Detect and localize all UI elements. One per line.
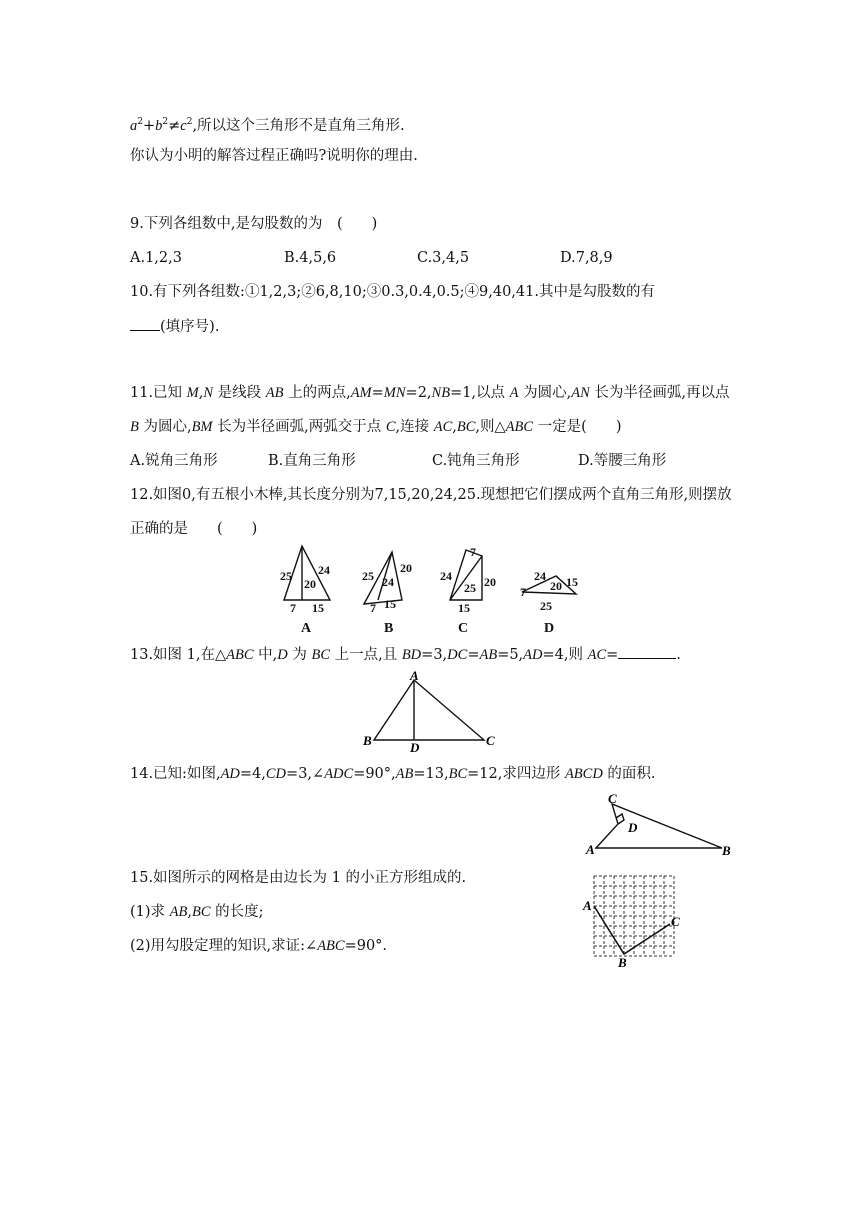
fig-d-label: D (544, 621, 555, 636)
var-c: c (180, 117, 187, 134)
q12-line1: 12.如图0,有五根小木棒,其长度分别为7,15,20,24,25.现想把它们摆成两个直角三角形,则摆放 (130, 487, 732, 503)
fig-c-num: 7 (470, 545, 476, 559)
q11-line2 (130, 417, 622, 437)
text: ,则△ (475, 419, 506, 435)
q13-triangle-figure (360, 668, 500, 754)
text: ,连接 (395, 419, 434, 435)
point-a-label: A (410, 668, 419, 683)
fig-a-label: A (301, 621, 312, 636)
text: 中, (253, 647, 278, 663)
fig-d-num: 7 (520, 585, 526, 599)
var: AB (395, 766, 414, 782)
q9-option-b: B.4,5,6 (284, 250, 337, 266)
text: 为圆心, (518, 385, 572, 401)
var: AB (479, 647, 498, 663)
var: NB (431, 385, 451, 401)
text: =1,以点 (450, 385, 510, 401)
fig-c-num: 20 (484, 575, 496, 589)
var: BD (401, 647, 422, 663)
text: 13.如图 1,在△ (130, 647, 227, 663)
fig-a-num: 20 (304, 577, 316, 591)
var: BC (191, 904, 211, 920)
text: 为圆心, (138, 419, 192, 435)
q14-stem (130, 764, 656, 784)
var: AM (350, 385, 372, 401)
q9-option-a: A.1,2,3 (130, 250, 182, 266)
text: 14.已知:如图, (130, 766, 221, 782)
text: =5, (497, 647, 524, 663)
q9-option-d: D.7,8,9 (560, 250, 613, 266)
q15-stem: 15.如图所示的网格是由边长为 1 的小正方形组成的. (130, 870, 467, 886)
var: AB (169, 904, 188, 920)
text: , (452, 419, 457, 435)
fig-d-num: 24 (534, 569, 546, 583)
point-a-label: A (583, 898, 592, 913)
text: (1)求 (130, 904, 170, 920)
intro-question: 你认为小明的解答过程正确吗?说明你的理由. (130, 148, 418, 164)
var: AN (571, 385, 590, 401)
q14-quadrilateral-figure (582, 790, 738, 860)
var: ABC (505, 419, 534, 435)
q10-stem: 10.有下列各组数:①1,2,3;②6,8,10;③0.3,0.4,0.5;④9,40,41.其中是勾股数的有 (130, 284, 655, 300)
exponent: 2 (137, 117, 143, 127)
text: =2, (405, 385, 432, 401)
text: (2)用勾股定理的知识,求证:∠ (130, 938, 318, 954)
text: 的面积. (602, 766, 656, 782)
var: BC (456, 419, 476, 435)
text: 上一点,且 (330, 647, 402, 663)
var: D (277, 647, 288, 663)
fig-c-num: 24 (440, 569, 452, 583)
point-c-label: C (608, 791, 617, 806)
text: 一定是( ) (533, 419, 622, 435)
text: , (198, 385, 204, 401)
q9-stem: 9.下列各组数中,是勾股数的为 ( ) (130, 216, 378, 232)
point-c-label: C (486, 733, 495, 748)
fig-b-num: 24 (382, 575, 394, 589)
fig-d-num: 15 (566, 575, 578, 589)
q10-tail: (填序号). (160, 319, 220, 335)
var: C (385, 419, 396, 435)
q9-option-c: C.3,4,5 (417, 250, 470, 266)
q11-line1 (130, 383, 729, 403)
intro-equation-line (130, 112, 405, 136)
var: BM (191, 419, 213, 435)
text: 是线段 (213, 385, 266, 401)
fig-d-num: 25 (540, 599, 552, 613)
q12-line2: 正确的是 ( ) (130, 521, 258, 537)
var: BC (311, 647, 330, 663)
segments-ab-bc (594, 906, 670, 954)
text: =3, (421, 647, 448, 663)
fig-b-num: 20 (400, 561, 412, 575)
var: M (186, 385, 199, 401)
q10-tail-line (130, 316, 219, 337)
text: =90°, (353, 766, 396, 782)
var: B (130, 419, 139, 435)
var: DC (447, 647, 468, 663)
var-b: b (155, 117, 163, 134)
var: BC (448, 766, 468, 782)
q11-option-b: B.直角三角形 (268, 453, 356, 469)
q15-sub2 (130, 936, 387, 956)
text: =12,求四边形 (467, 766, 565, 782)
point-b-label: B (363, 733, 372, 748)
point-b-label: B (722, 843, 731, 858)
text: 长为半径画弧,再以点 (589, 385, 730, 401)
var-a: a (130, 117, 138, 134)
var: ABC (317, 938, 345, 954)
q11-option-d: D.等腰三角形 (578, 453, 667, 469)
text: . (676, 647, 681, 663)
fig-c-num: 25 (464, 581, 476, 595)
fig-c-label: C (458, 621, 469, 636)
text: = (606, 647, 619, 663)
text: =90°. (344, 938, 388, 954)
var: AD (523, 647, 543, 663)
point-a-label: A (586, 842, 595, 857)
text: =13, (413, 766, 449, 782)
answer-blank (618, 644, 676, 659)
fig-b-num: 25 (362, 569, 374, 583)
var: MN (383, 385, 406, 401)
text: 长为半径画弧,两弧交于点 (212, 419, 386, 435)
q15-grid-figure (578, 868, 688, 972)
exponent: 2 (186, 117, 193, 127)
fig-a-num: 15 (312, 601, 324, 615)
fig-b-label: B (384, 621, 394, 636)
text: , (187, 904, 192, 920)
q13-stem (130, 644, 681, 665)
point-b-label: B (618, 955, 627, 970)
text: 上的两点, (283, 385, 351, 401)
var: ADC (324, 766, 354, 782)
fig-a-num: 24 (318, 563, 330, 577)
fig-d-num: 20 (550, 579, 562, 593)
var: ABCD (564, 766, 603, 782)
var: N (203, 385, 214, 401)
var: AC (587, 647, 607, 663)
text: =4, (239, 766, 266, 782)
text: = (467, 647, 480, 663)
text: 的长度; (210, 904, 264, 920)
var: CD (265, 766, 287, 782)
intro-equation-tail: ,所以这个三角形不是直角三角形. (192, 117, 405, 134)
text: 11.已知 (130, 385, 187, 401)
answer-blank (130, 316, 160, 331)
exponent: 2 (162, 117, 169, 127)
not-equal-sign: ≠ (168, 117, 181, 134)
fig-a-num: 25 (280, 569, 292, 583)
plus-sign: + (142, 117, 156, 134)
text: = (371, 385, 384, 401)
text: 为 (287, 647, 312, 663)
var: A (509, 385, 519, 401)
quadrilateral-abcd (596, 804, 722, 848)
q15-sub1 (130, 902, 264, 922)
point-c-label: C (671, 914, 680, 929)
fig-c-num: 15 (458, 601, 470, 615)
point-d-label: D (628, 820, 638, 835)
fig-b-num: 7 (370, 601, 376, 615)
q11-option-a: A.锐角三角形 (130, 453, 218, 469)
var: AB (265, 385, 284, 401)
q11-option-c: C.钝角三角形 (432, 453, 520, 469)
fig-a-num: 7 (290, 601, 296, 615)
text: =3,∠ (286, 766, 325, 782)
text: =4,则 (542, 647, 588, 663)
var: AD (220, 766, 240, 782)
triangle-abc (374, 680, 484, 740)
q12-figures (270, 542, 600, 636)
fig-b-num: 15 (384, 597, 396, 611)
var: ABC (226, 647, 254, 663)
point-d-label: D (410, 740, 420, 754)
var: AC (433, 419, 453, 435)
